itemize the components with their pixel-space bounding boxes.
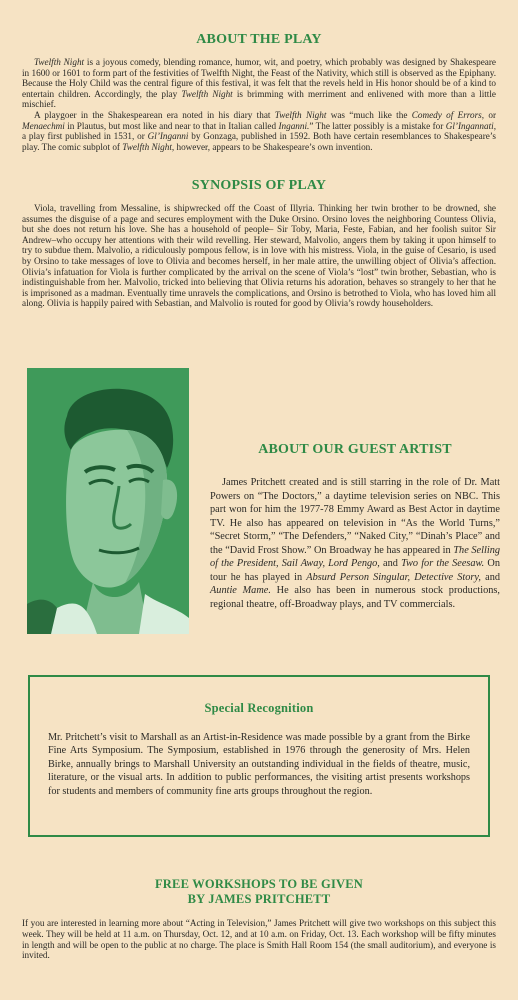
guest-artist-heading: ABOUT OUR GUEST ARTIST [258, 442, 452, 457]
portrait-photo [27, 368, 189, 634]
workshops-heading [22, 877, 496, 907]
about-the-play-body [22, 57, 496, 152]
paragraph: If you are interested in learning more about “Acting in Television,” James Pritchett will give two workshops on this subject this week. They will be held at 11 a.m. on Thursday, Oct. 12, and at 10 a.m. on Friday, Oct. 13. Each workshop will be fifty minutes in length and will be open to the public at no charge. The place is Smith Hall Room 154 (the small auditorium), and everyone is invited. [22, 918, 496, 961]
synopsis-heading: SYNOPSIS OF PLAY [191, 178, 327, 193]
synopsis-section [22, 178, 496, 309]
paragraph: James Pritchett created and is still starring in the role of Dr. Matt Powers on “The Doctors,” a daytime television series on NBC. This part won for him the 1977-78 Emmy Award as Best Actor in daytime TV. He also has appeared on television in “As the World Turns,” “Secret Storm,” “The Defenders,” “Naked City,” “Dinah’s Place” and the “David Frost Show.” On Broadway he has appeared in The Selling of the President, Sail Away, Lord Pengo, and Two for the Seesaw. On tour he has played in Absurd Person Singular, Detective Story, and Auntie Mame. He also has been in numerous stock productions, regional theatre, off-Broadway plays, and TV commercials. [210, 477, 500, 610]
workshops-heading-line1: FREE WORKSHOPS TO BE GIVEN [154, 877, 364, 891]
guest-artist-body [210, 476, 500, 611]
guest-artist-section [210, 442, 500, 611]
paragraph: A playgoer in the Shakespearean era noted in his diary that Twelfth Night was “much like the Comedy of Errors, or Menaechmi in Plautus, but most like and near to that in Italian called Inganni.” The latter possibly is a mistake for Gl’Ingannati, a play first published in 1531, or Gl’Inganni by Gonzaga, published in 1592. Both have certain resemblances to Shakespeare’s play. The comic subplot of Twelfth Night, however, appears to be Shakespeare’s own invention. [22, 109, 497, 152]
special-recognition-heading: Special Recognition [204, 701, 314, 715]
special-recognition-body [30, 731, 488, 798]
paragraph: Mr. Pritchett’s visit to Marshall as an Artist-in-Residence was made possible by a grant from the Birke Fine Arts Symposium. The Symposium, established in 1976 through the generosity of Mrs. Helen Birke, annually brings to Marshall University an outstanding individual in the fields of theatre, music, literature, or the visual arts. In addition to public performances, the visiting artist presents workshops for students and members of community fine arts groups throughout the region. [48, 732, 470, 797]
workshops-heading-line2: BY JAMES PRITCHETT [187, 892, 331, 906]
paragraph: Twelfth Night is a joyous comedy, blending romance, humor, wit, and poetry, which probably was designed by Shakespeare in 1600 or 1601 to form part of the festivities of Twelfth Night, the Feast of the Nativity, which still is observed as the Epiphany. Because the Holy Child was the central figure of this festival, it was felt that the revels held in His honor should be of a kind to entertain children. Accordingly, the play Twelfth Night is brimming with merriment and enlivened with more than a little mischief. [22, 57, 496, 110]
synopsis-body [22, 203, 496, 309]
paragraph: Viola, travelling from Messaline, is shipwrecked off the Coast of Illyria. Thinking her twin brother to be drowned, she assumes the disguise of a page and secures employment with the Duke Orsino. Orsino loves the neighboring Countess Olivia, but she does not return his love. She has a household of people– Sir Toby, Maria, Feste, Fabian, and her foolish suitor Sir Andrew–who occupy her attentions with their wild revelling. Her steward, Malvolio, angers them by taking it upon himself to try to subdue them. Malvolio, a ridiculously pompous fellow, is in love with his mistress. Viola, in the guise of Cesario, is used by Orsino to take messages of love to Olivia and becomes herself, in her male attire, the unwilling object of Olivia’s affection. Olivia’s infatuation for Viola is further complicated by the arrival on the scene of Viola’s “lost” twin brother, Sebastian, who is indistinguishable from her. Malvolio, tricked into believing that Olivia returns his adoration, behaves so strangely to her that he is imprisoned as a madman. Eventually time unravels the complications, and Orsino is betrothed to Viola, who has loved him all along. Olivia is happily paired with Sebastian, and Malvolio is routed for good by Olivia’s rowdy householders. [22, 203, 496, 309]
about-the-play-section [22, 32, 496, 152]
workshops-section [22, 877, 496, 961]
workshops-body [22, 918, 496, 961]
about-the-play-heading: ABOUT THE PLAY [196, 32, 322, 47]
guest-artist-portrait [27, 368, 189, 634]
special-recognition-box [28, 675, 490, 837]
